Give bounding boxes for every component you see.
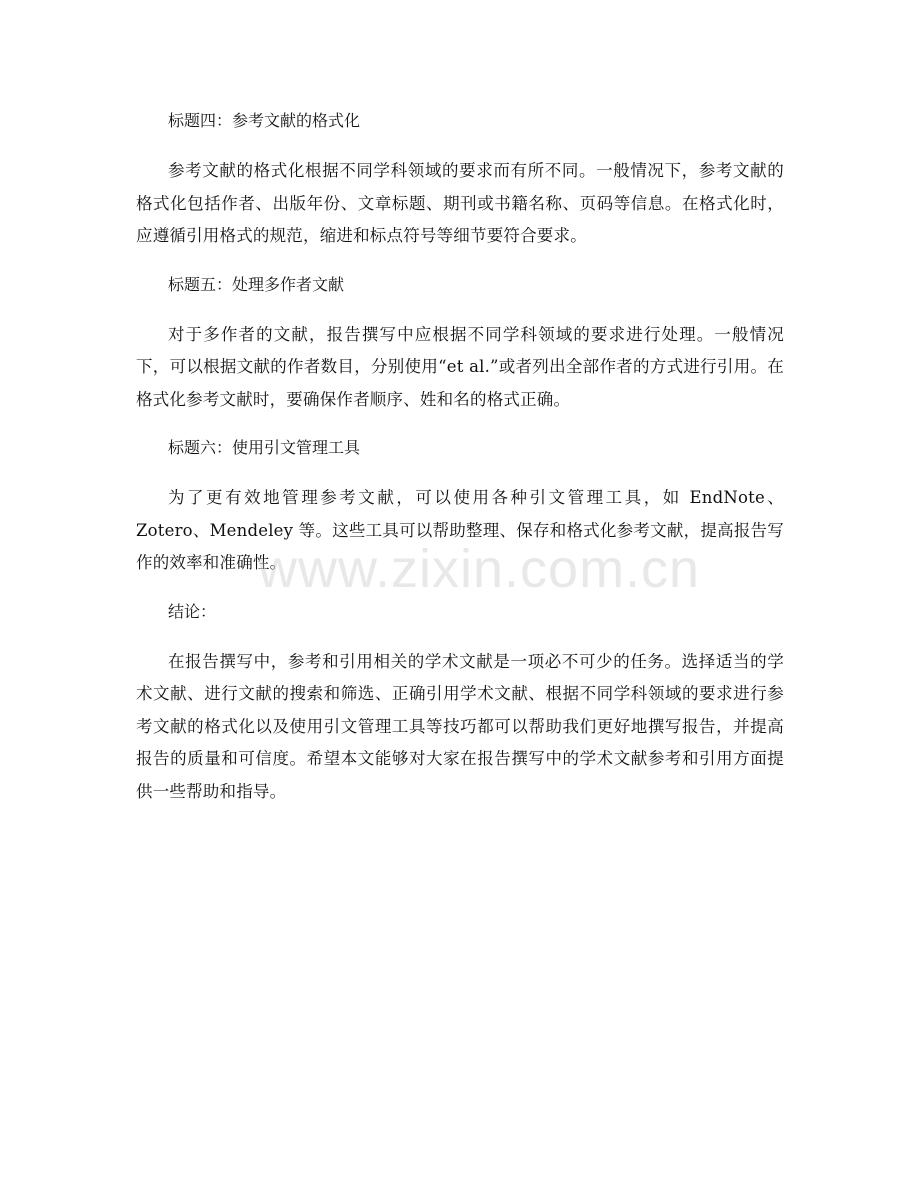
spacer [136,416,784,431]
spacer [136,138,784,155]
section-paragraph-citation-tools: 为了更有效地管理参考文献，可以使用各种引文管理工具，如 EndNote、Zotero、Mendeley 等。这些工具可以帮助整理、保存和格式化参考文献，提高报告写作的效率和准确性。 [136,488,784,572]
watermark-text: www.zixin.com.cn [258,539,701,599]
section-paragraph-conclusion: 在报告撰写中，参考和引用相关的学术文献是一项必不可少的任务。选择适当的学术文献、进行文献的搜索和筛选、正确引用学术文献、根据不同学科领域的要求进行参考文献的格式化以及使用引文管理工具等技巧都可以帮助我们更好地撰写报告，并提高报告的质量和可信度。希望本文能够对大家在报告撰写中的学术文献参考和引用方面提供一些帮助和指导。 [136,651,784,801]
section-heading-conclusion: 结论： [168,601,217,621]
section-paragraph-multi-author: 对于多作者的文献，报告撰写中应根据不同学科领域的要求进行处理。一般情况下，可以根据文献的作者数目，分别使用“et al.”或者列出全部作者的方式进行引用。在格式化参考文献时，要确保作者顺序、姓和名的格式正确。 [136,324,784,409]
section-heading-multi-author: 标题五：处理多作者文献 [168,274,345,294]
section-paragraph-formatting: 参考文献的格式化根据不同学科领域的要求而有所不同。一般情况下，参考文献的格式化包括作者、出版年份、文章标题、期刊或书籍名称、页码等信息。在格式化时，应遵循引用格式的规范，缩进和标点符号等细节要符合要求。 [136,161,784,245]
section-heading-formatting: 标题四：参考文献的格式化 [168,111,361,130]
spacer [136,253,784,268]
spacer [136,629,784,646]
spacer [136,465,784,482]
spacer [136,302,784,319]
document-body [136,104,784,808]
spacer [136,580,784,595]
section-heading-citation-tools: 标题六：使用引文管理工具 [168,438,361,457]
